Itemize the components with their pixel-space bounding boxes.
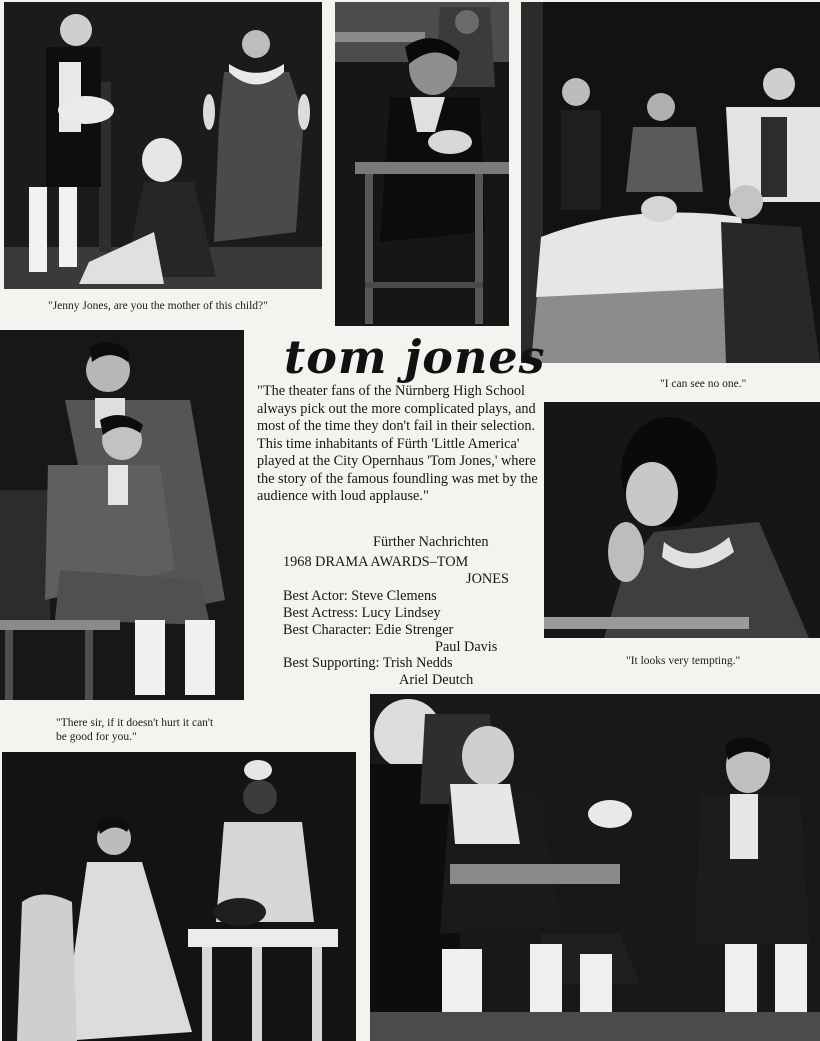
caption-i-can-see: "I can see no one.": [660, 378, 747, 390]
awards-heading: 1968 DRAMA AWARDS–TOM: [283, 554, 469, 570]
photo-three-men-seated: [370, 694, 820, 1041]
photo-two-women-dressing: [2, 752, 356, 1041]
photo-group-bedside: [521, 2, 820, 363]
photo-courtroom-scene: [4, 2, 322, 289]
award-best-supporting-2: Ariel Deutch: [399, 672, 474, 688]
photo-two-men-bench: [0, 330, 244, 700]
caption-there-sir: "There sir, if it doesn't hurt it can't be good for you.": [56, 717, 214, 743]
award-best-actor: Best Actor: Steve Clemens: [283, 588, 437, 604]
award-best-character: Best Character: Edie Strenger: [283, 622, 454, 638]
page-title: tom jones: [284, 330, 546, 384]
photo-woman-at-table: [544, 402, 820, 638]
newspaper-quote: "The theater fans of the Nürnberg High School always pick out the more complicated plays, and most of the time they don't fail in their selection. This time inhabitants of Fürth 'Little America' played at the City Opernhaus 'Tom Jones,' where the story of the famous foundling was met by the audience with loud applause.": [257, 383, 538, 504]
caption-tempting: "It looks very tempting.": [626, 655, 741, 667]
award-best-actress: Best Actress: Lucy Lindsey: [283, 605, 441, 621]
awards-heading-cont: JONES: [466, 571, 509, 587]
award-best-character-2: Paul Davis: [435, 639, 498, 655]
caption-jenny-jones: "Jenny Jones, are you the mother of this child?": [48, 300, 268, 312]
quote-source: Fürther Nachrichten: [373, 534, 489, 550]
photo-man-at-table: [335, 2, 509, 326]
award-best-supporting: Best Supporting: Trish Nedds: [283, 655, 453, 671]
